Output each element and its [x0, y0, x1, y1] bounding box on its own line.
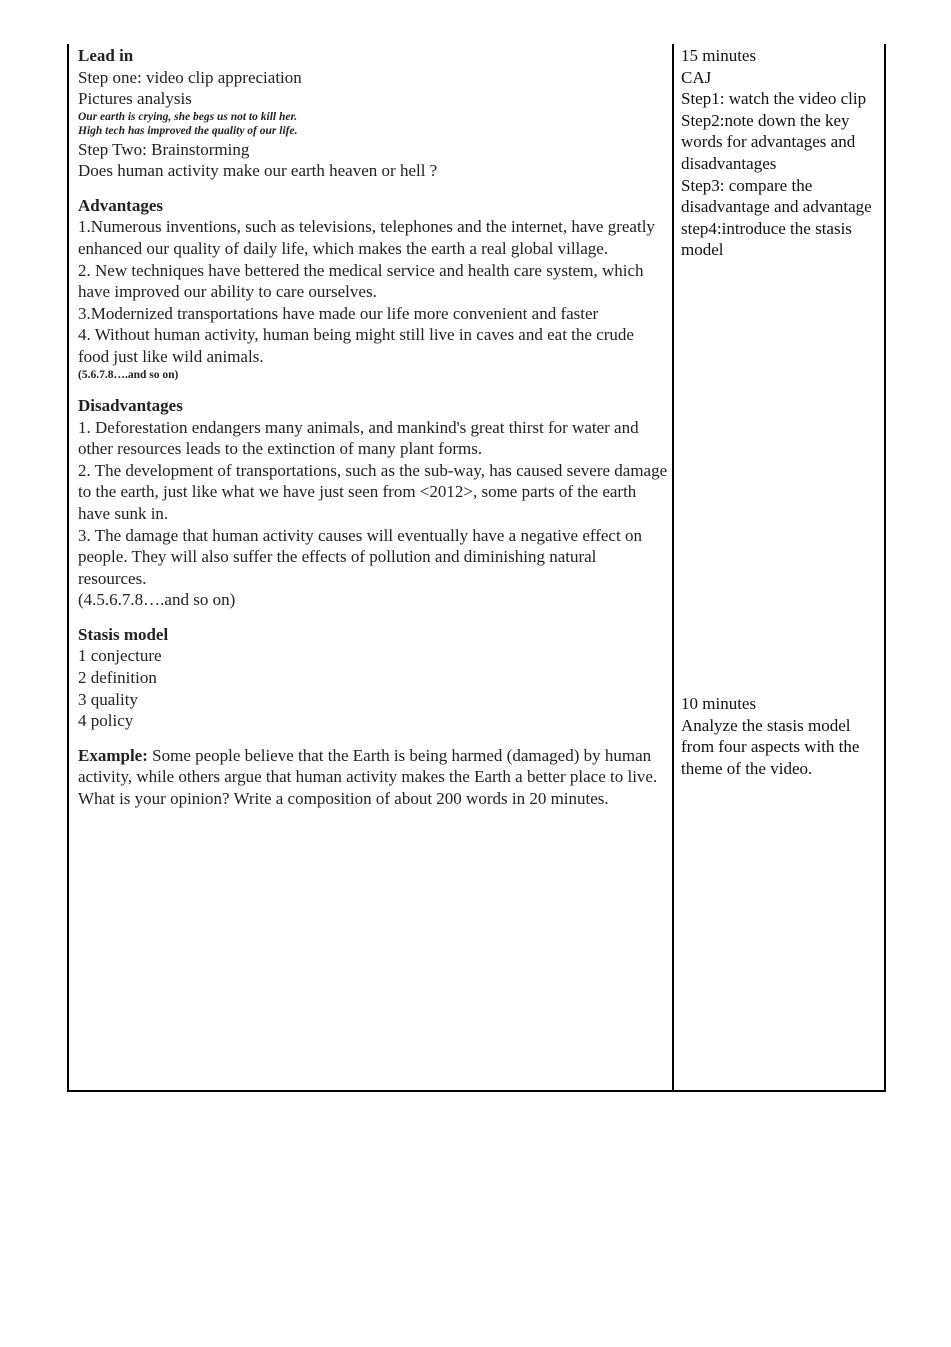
content-column: [78, 45, 668, 810]
advantages-heading: Advantages: [78, 195, 164, 215]
disadvantages-heading: Disadvantages: [78, 395, 183, 415]
lead-in-line: Step Two: Brainstorming: [78, 139, 250, 159]
lead-in-line: Does human activity make our earth heaven or hell ?: [78, 161, 438, 181]
advantage-item: 4. Without human activity, human being might still live in caves and eat the crude food just like wild animals.: [78, 325, 634, 366]
column-divider: [672, 44, 674, 1090]
notes-block-2: [681, 693, 881, 779]
lead-in-line: Pictures analysis: [78, 89, 192, 109]
advantage-item: 1.Numerous inventions, such as televisions, telephones and the internet, have greatly enhanced our quality of daily life, which makes the earth a real global village.: [78, 217, 655, 258]
note-line: Analyze the stasis model from four aspects with the theme of the video.: [681, 715, 860, 778]
lead-in-italic-line: Our earth is crying, she begs us not to kill her.: [78, 110, 298, 123]
stasis-item: 4 policy: [78, 711, 134, 731]
disadvantage-item: 2. The development of transportations, such as the sub-way, has caused severe damage to the earth, just like what we have just seen from <2012>, some parts of the earth have sunk in.: [78, 460, 668, 523]
lead-in-heading: Lead in: [78, 46, 134, 65]
note-line: 10 minutes: [681, 694, 757, 713]
advantage-item: 2. New techniques have bettered the medical service and health care system, which have improved our ability to care ourselves.: [78, 260, 644, 302]
stasis-item: 1 conjecture: [78, 646, 162, 666]
note-line: Step3: compare the disadvantage and advantage: [681, 175, 872, 217]
example-text: Some people believe that the Earth is being harmed (damaged) by human activity, while others argue that human activity makes the Earth a better place to live. What is your opinion? Write a composition of about 200 words in 20 minutes.: [78, 745, 658, 809]
example-paragraph: [78, 745, 668, 810]
example-label: Example:: [78, 745, 148, 765]
stasis-heading: Stasis model: [78, 624, 169, 644]
note-line: Step1: watch the video clip: [681, 89, 867, 109]
disadvantages-more: (4.5.6.7.8….and so on): [78, 590, 236, 610]
lesson-plan-table: [67, 44, 886, 1092]
notes-column: [681, 45, 881, 778]
note-line: Step2:note down the key words for advantages and disadvantages: [681, 110, 856, 173]
advantages-more: (5.6.7.8….and so on): [78, 368, 179, 381]
advantage-item: 3.Modernized transportations have made our life more convenient and faster: [78, 303, 599, 323]
stasis-item: 2 definition: [78, 668, 157, 688]
stasis-item: 3 quality: [78, 689, 138, 709]
lead-in-line: Step one: video clip appreciation: [78, 67, 302, 87]
note-line: 15 minutes: [681, 46, 757, 65]
note-line: CAJ: [681, 67, 712, 87]
note-line: step4:introduce the stasis model: [681, 218, 852, 260]
notes-block-1: [681, 45, 881, 261]
lead-in-italic-line: High tech has improved the quality of our life.: [78, 125, 298, 138]
disadvantage-item: 1. Deforestation endangers many animals, and mankind's great thirst for water and other resources leads to the extinction of many plant forms.: [78, 417, 639, 459]
disadvantage-item: 3. The damage that human activity causes will eventually have a negative effect on people. They will also suffer the effects of pollution and diminishing natural resources.: [78, 525, 642, 588]
